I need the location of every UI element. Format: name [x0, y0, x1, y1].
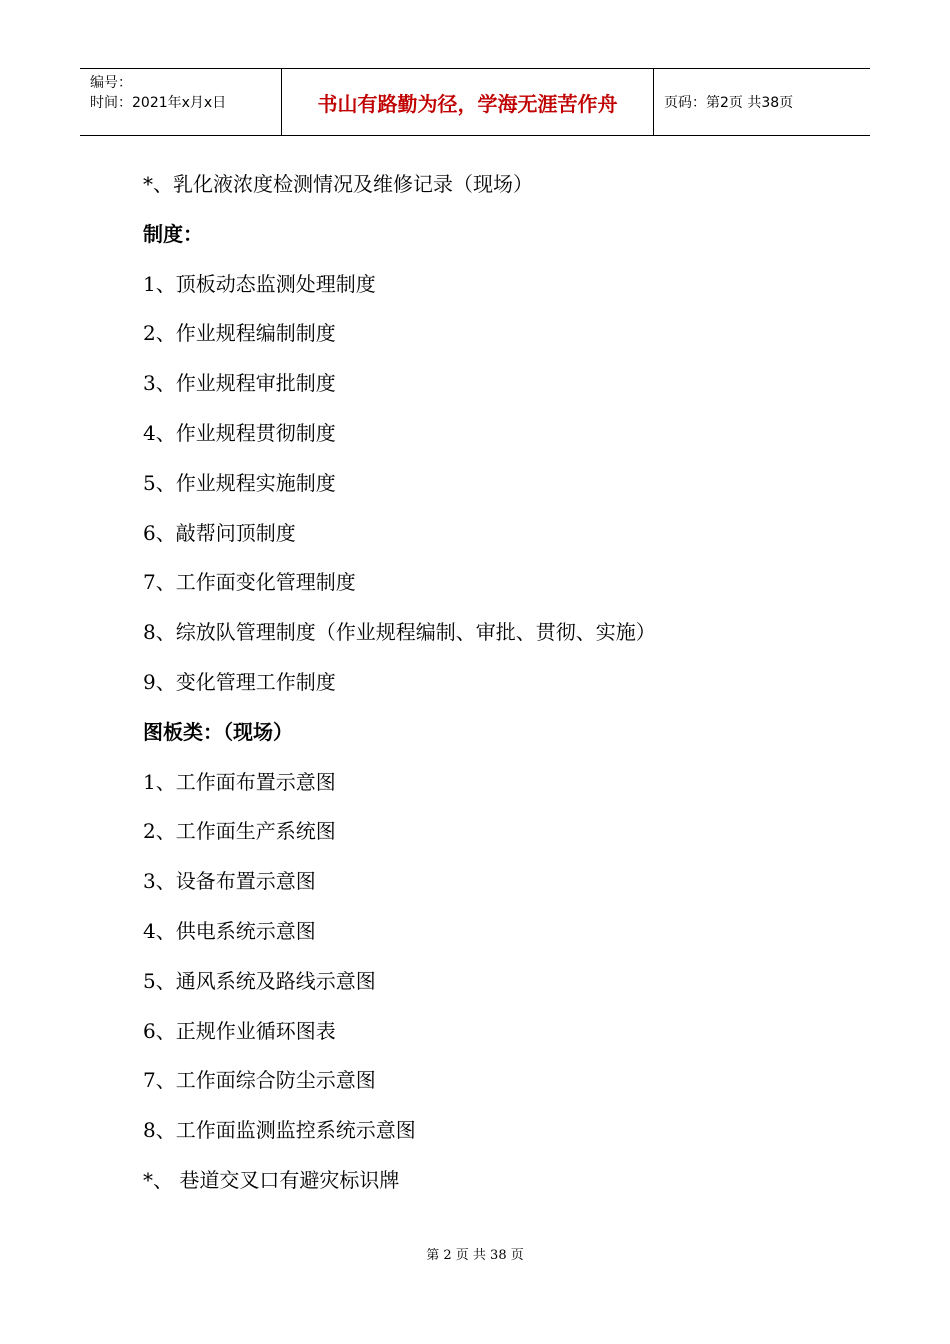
document-body [143, 160, 843, 1206]
body-line: 5、通风系统及路线示意图 [143, 968, 376, 993]
body-line: 3、设备布置示意图 [143, 869, 316, 894]
body-line: 6、敲帮问顶制度 [143, 520, 296, 545]
body-line: 8、综放队管理制度（作业规程编制、审批、贯彻、实施） [143, 620, 656, 645]
document-date-label: 时间：2021年x月x日 [90, 95, 227, 111]
page-footer: 第 2 页 共 38 页 [426, 1248, 524, 1263]
section-heading-boards: 图板类：（现场） [143, 719, 293, 744]
body-line: 6、正规作业循环图表 [143, 1018, 336, 1043]
body-line: *、乳化液浓度检测情况及维修记录（现场） [143, 172, 533, 196]
body-line: 2、工作面生产系统图 [143, 819, 336, 844]
body-line: 8、工作面监测监控系统示意图 [143, 1118, 416, 1143]
body-line: 1、工作面布置示意图 [143, 769, 336, 794]
header-page-info: 页码：第2页 共38页 [664, 95, 794, 111]
body-line: 7、工作面变化管理制度 [143, 570, 356, 595]
body-line: 4、供电系统示意图 [143, 918, 316, 943]
body-line: 3、作业规程审批制度 [143, 371, 336, 396]
body-line: 4、作业规程贯彻制度 [143, 420, 336, 445]
body-line: *、 巷道交叉口有避灾标识牌 [143, 1167, 400, 1192]
body-line: 5、作业规程实施制度 [143, 470, 336, 495]
page-header [80, 68, 870, 136]
body-line: 7、工作面综合防尘示意图 [143, 1068, 376, 1093]
body-line: 2、作业规程编制制度 [143, 321, 336, 346]
header-motto: 书山有路勤为径，学海无涯苦作舟 [282, 69, 654, 135]
body-line: 9、变化管理工作制度 [143, 669, 336, 694]
body-line: 1、顶板动态监测处理制度 [143, 271, 376, 296]
document-number-label: 编号： [90, 75, 132, 91]
section-heading-system: 制度： [143, 221, 203, 246]
header-meta [80, 69, 282, 135]
